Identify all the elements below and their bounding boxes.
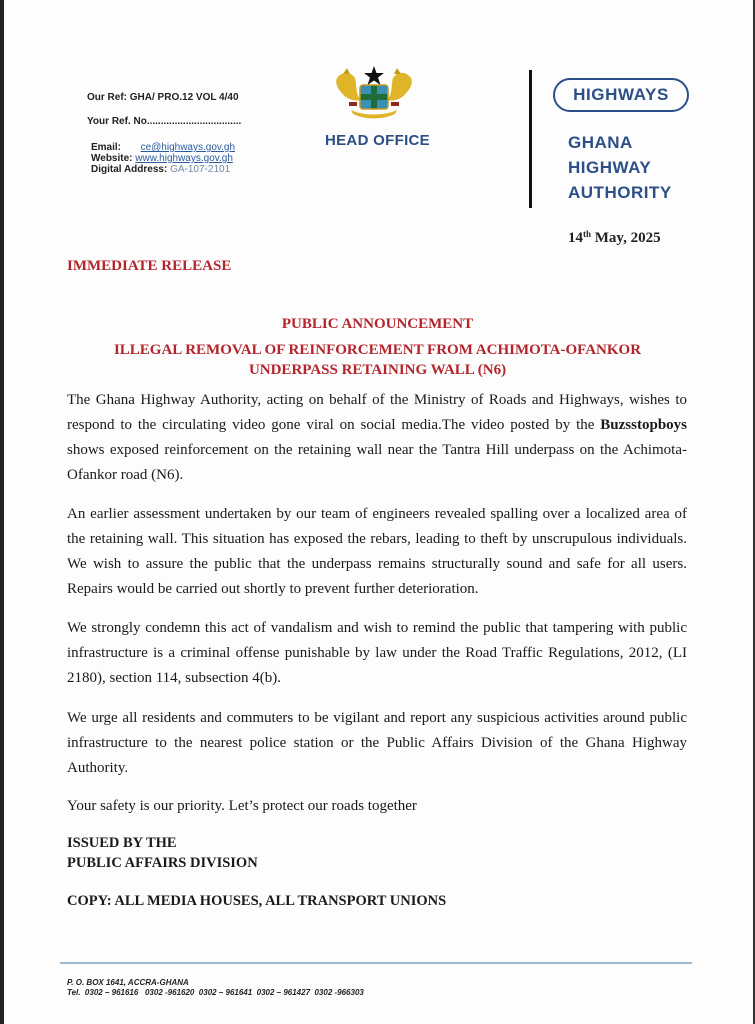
footer-address: P. O. BOX 1641, ACCRA-GHANA	[67, 978, 189, 987]
email-link[interactable]: ce@highways.gov.gh	[140, 142, 236, 153]
ghana-coat-of-arms-icon	[333, 64, 415, 120]
email-row	[91, 142, 235, 153]
footer-rule	[60, 962, 692, 964]
body-paragraph-5: Your safety is our priority. Let’s protect our roads together	[67, 798, 417, 814]
your-reference: Your Ref. No..................................	[87, 116, 242, 127]
digital-address-row	[91, 164, 235, 175]
p1-text: The Ghana Highway Authority, acting on behalf of the Ministry of Roads and Highways, wishes to respond to the circulating video gone viral on social media.The video posted by the	[67, 392, 687, 433]
digital-address-label: Digital Address:	[91, 164, 168, 175]
body-paragraph-1	[67, 388, 687, 488]
our-reference: Our Ref: GHA/ PRO.12 VOL 4/40	[87, 92, 239, 103]
left-frame-edge	[0, 0, 4, 1024]
p1-text-cont: shows exposed reinforcement on the retaining wall near the Tantra Hill underpass on the Achimota- Ofankor road (N6).	[67, 442, 687, 483]
title-line-1: ILLEGAL REMOVAL OF REINFORCEMENT FROM ACHIMOTA-OFANKOR	[113, 342, 642, 358]
issued-by-line1: ISSUED BY THE	[67, 835, 177, 851]
date-month-year: May, 2025	[591, 230, 661, 246]
org-name-line2: HIGHWAY	[568, 158, 652, 177]
copy-recipients: COPY: ALL MEDIA HOUSES, ALL TRANSPORT UNIONS	[67, 893, 447, 909]
digital-address-value: GA-107-2101	[170, 164, 231, 175]
title-line-2: UNDERPASS RETAINING WALL (N6)	[248, 362, 507, 378]
highways-logo	[553, 78, 689, 112]
org-name-line1: GHANA	[568, 133, 633, 152]
organization-name	[568, 130, 672, 205]
issued-by-line2: PUBLIC AFFAIRS DIVISION	[67, 855, 258, 871]
body-paragraph-2: An earlier assessment undertaken by our team of engineers revealed spalling over a localized area of the retaining wall. This situation has exposed the rebars, leading to theft by unscrupulous individuals. We wish to assure the public that the underpass remains structurally sound and safe for all users. Repairs would be carried out shortly to prevent further deterioration.	[67, 506, 687, 597]
body-paragraph-3: We strongly condemn this act of vandalism and wish to remind the public that tampering with public infrastructure is a criminal offense punishable by law under the Road Traffic Regulations, 2012, (LI 2180), section 114, subsection 4(b).	[67, 620, 687, 686]
website-row	[91, 153, 235, 164]
email-label: Email:	[91, 142, 122, 153]
org-name-line3: AUTHORITY	[568, 183, 672, 202]
date-day: 14	[568, 230, 583, 246]
website-link[interactable]: www.highways.gov.gh	[135, 153, 233, 164]
contact-block	[91, 142, 235, 175]
website-label: Website:	[91, 153, 133, 164]
public-announcement-heading: PUBLIC ANNOUNCEMENT	[281, 316, 474, 332]
date-suffix: th	[583, 229, 592, 239]
footer-contact	[67, 978, 364, 998]
issued-by-block	[67, 833, 258, 873]
buzsstopboys-name: Buzsstopboys	[600, 417, 687, 433]
footer-telephone: Tel. 0302 – 961616 0302 -961620 0302 – 961641 0302 – 961427 0302 -966303	[67, 988, 364, 997]
highways-logo-text: HIGHWAYS	[573, 85, 669, 104]
announcement-title	[0, 340, 755, 380]
header-divider	[529, 70, 532, 208]
document-date	[568, 229, 661, 247]
head-office-label: HEAD OFFICE	[325, 132, 430, 149]
immediate-release-label: IMMEDIATE RELEASE	[67, 258, 232, 274]
body-paragraph-4: We urge all residents and commuters to be vigilant and report any suspicious activities around public infrastructure to the nearest police station or the Public Affairs Division of the Ghana Highway Authority.	[67, 710, 687, 776]
